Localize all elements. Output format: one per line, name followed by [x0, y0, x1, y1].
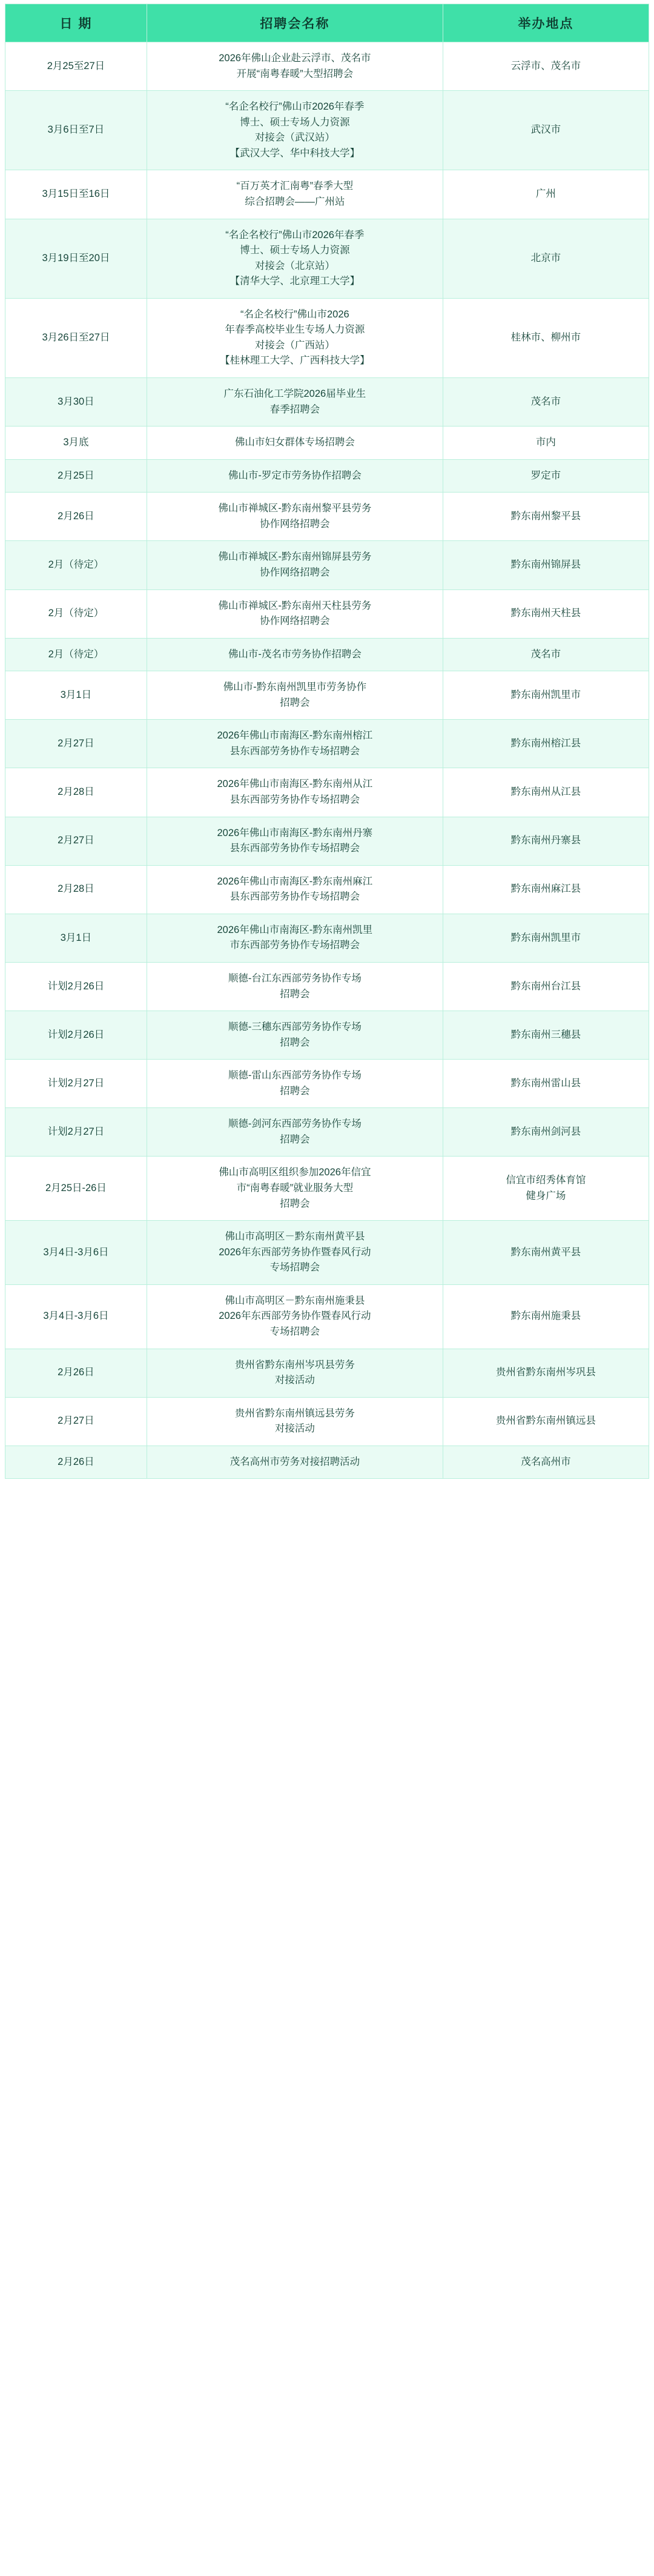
- table-row: [5, 1157, 649, 1221]
- cell-date-text: 2月（待定）: [48, 608, 104, 619]
- cell-place-text: 黔东南州黎平县: [510, 511, 581, 522]
- table-row: [5, 768, 649, 817]
- cell-name: [147, 962, 443, 1011]
- cell-name: [147, 219, 443, 298]
- cell-name-text: 2026年佛山市南海区-黔东南州从江 县东西部劳务协作专场招聘会: [217, 778, 373, 805]
- cell-place-text: 茂名市: [530, 648, 561, 660]
- cell-place: [443, 378, 649, 427]
- cell-name: [147, 671, 443, 720]
- cell-name-text: “名企名校行”佛山市2026 年春季高校毕业生专场人力资源 对接会（广西站） 【桂林理工大学、广西科技大学】: [220, 308, 370, 367]
- cell-place-text: 黔东南州黄平县: [510, 1246, 581, 1258]
- table-row: [5, 671, 649, 720]
- table-row: [5, 378, 649, 427]
- cell-place-text: 桂林市、柳州市: [510, 332, 581, 344]
- cell-date: [5, 914, 147, 962]
- cell-name: [147, 42, 443, 91]
- cell-date: [5, 219, 147, 298]
- cell-date: [5, 817, 147, 865]
- cell-date-text: 3月1日: [60, 689, 92, 700]
- cell-place-text: 信宜市绍秀体育馆 健身广场: [506, 1175, 586, 1201]
- cell-place: [443, 1349, 649, 1397]
- cell-name: [147, 91, 443, 170]
- cell-name: [147, 298, 443, 377]
- cell-name: [147, 1446, 443, 1479]
- cell-place-text: 贵州省黔东南州镇远县: [495, 1415, 596, 1427]
- cell-name: [147, 459, 443, 493]
- cell-name-text: 广东石油化工学院2026届毕业生 春季招聘会: [223, 388, 366, 415]
- cell-place-text: 黔东南州从江县: [510, 786, 581, 798]
- cell-name-text: 佛山市-黔东南州凯里市劳务协作 招聘会: [223, 682, 367, 708]
- cell-date-text: 2月（待定）: [48, 559, 104, 571]
- cell-date-text: 2月28日: [58, 883, 94, 895]
- table-row: [5, 962, 649, 1011]
- cell-place-text: 市内: [535, 437, 556, 448]
- cell-name: [147, 720, 443, 768]
- cell-place: [443, 170, 649, 219]
- cell-date: [5, 493, 147, 541]
- cell-date-text: 3月4日-3月6日: [43, 1246, 109, 1258]
- cell-place: [443, 914, 649, 962]
- cell-place: [443, 1108, 649, 1157]
- cell-date: [5, 589, 147, 638]
- cell-name: [147, 1397, 443, 1446]
- cell-date-text: 2月26日: [58, 1367, 94, 1378]
- column-header-name: 招聘会名称: [147, 4, 443, 42]
- cell-name-text: 2026年佛山市南海区-黔东南州丹寨 县东西部劳务协作专场招聘会: [217, 827, 373, 854]
- cell-place-text: 贵州省黔东南州岑巩县: [495, 1367, 596, 1378]
- cell-place: [443, 1157, 649, 1221]
- cell-name-text: 贵州省黔东南州镇远县劳务 对接活动: [234, 1407, 355, 1435]
- table-row: [5, 219, 649, 298]
- cell-date: [5, 378, 147, 427]
- cell-name-text: “名企名校行”佛山市2026年春季 博士、硕士专场人力资源 对接会（武汉站） 【武汉大学、华中科技大学】: [225, 101, 365, 159]
- table-row: [5, 1397, 649, 1446]
- cell-name-text: 佛山市妇女群体专场招聘会: [234, 437, 355, 448]
- cell-date-text: 2月27日: [58, 738, 94, 749]
- table-row: [5, 720, 649, 768]
- cell-place: [443, 427, 649, 460]
- cell-date-text: 计划2月26日: [47, 980, 105, 992]
- column-header-date: 日 期: [5, 4, 147, 42]
- cell-place: [443, 1446, 649, 1479]
- cell-place: [443, 865, 649, 914]
- cell-place: [443, 459, 649, 493]
- cell-place-text: 北京市: [530, 252, 561, 264]
- cell-date-text: 3月19日至20日: [42, 252, 110, 264]
- cell-name: [147, 1157, 443, 1221]
- cell-date: [5, 541, 147, 589]
- cell-name-text: 2026年佛山企业赴云浮市、茂名市 开展“南粤春暖”大型招聘会: [219, 53, 371, 79]
- cell-date: [5, 1108, 147, 1157]
- cell-date: [5, 42, 147, 91]
- table-body: [5, 42, 649, 1479]
- cell-place-text: 广州: [535, 188, 556, 200]
- cell-place-text: 黔东南州丹寨县: [510, 835, 581, 846]
- cell-place: [443, 42, 649, 91]
- table-row: [5, 42, 649, 91]
- cell-date: [5, 720, 147, 768]
- table-row: [5, 541, 649, 589]
- cell-date: [5, 1157, 147, 1221]
- table-row: [5, 170, 649, 219]
- cell-place-text: 黔东南州锦屏县: [510, 559, 581, 571]
- cell-date: [5, 1011, 147, 1060]
- cell-name: [147, 1284, 443, 1349]
- cell-date: [5, 962, 147, 1011]
- cell-place: [443, 671, 649, 720]
- cell-place-text: 武汉市: [530, 124, 561, 136]
- cell-date-text: 3月30日: [58, 396, 94, 407]
- cell-name-text: 2026年佛山市南海区-黔东南州麻江 县东西部劳务协作专场招聘会: [217, 875, 373, 903]
- cell-name: [147, 865, 443, 914]
- cell-name-text: 佛山市高明区－黔东南州施秉县 2026年东西部劳务协作暨春风行动 专场招聘会: [219, 1295, 371, 1337]
- cell-name: [147, 378, 443, 427]
- cell-date: [5, 671, 147, 720]
- cell-date-text: 2月27日: [58, 1415, 94, 1427]
- cell-date: [5, 1060, 147, 1108]
- cell-date-text: 2月25日: [58, 470, 94, 481]
- table-row: [5, 914, 649, 962]
- cell-date-text: 3月15日至16日: [42, 188, 110, 200]
- table-row: [5, 1446, 649, 1479]
- cell-place-text: 黔东南州剑河县: [510, 1126, 581, 1138]
- cell-place: [443, 1221, 649, 1285]
- cell-name: [147, 1108, 443, 1157]
- cell-name: [147, 638, 443, 671]
- cell-name-text: 贵州省黔东南州岑巩县劳务 对接活动: [234, 1359, 355, 1386]
- table-header: [5, 4, 649, 42]
- cell-place-text: 茂名市: [530, 396, 561, 407]
- cell-place-text: 罗定市: [530, 470, 561, 481]
- table-row: [5, 1108, 649, 1157]
- cell-place: [443, 1011, 649, 1060]
- cell-name-text: “名企名校行”佛山市2026年春季 博士、硕士专场人力资源 对接会（北京站） 【清华大学、北京理工大学】: [225, 229, 365, 287]
- cell-date-text: 3月1日: [60, 932, 92, 943]
- table-row: [5, 1060, 649, 1108]
- cell-date-text: 3月26日至27日: [42, 332, 110, 344]
- cell-name-text: 佛山市高明区－黔东南州黄平县 2026年东西部劳务协作暨春风行动 专场招聘会: [219, 1231, 371, 1273]
- cell-place-text: 黔东南州天柱县: [510, 608, 581, 619]
- cell-date-text: 2月（待定）: [48, 648, 104, 660]
- cell-place-text: 黔东南州雷山县: [510, 1077, 581, 1089]
- cell-name: [147, 1011, 443, 1060]
- cell-date: [5, 1397, 147, 1446]
- cell-place: [443, 1284, 649, 1349]
- cell-place: [443, 768, 649, 817]
- cell-name-text: 顺德-雷山东西部劳务协作专场 招聘会: [228, 1070, 362, 1097]
- cell-place-text: 云浮市、茂名市: [510, 60, 581, 71]
- cell-name: [147, 768, 443, 817]
- cell-name: [147, 493, 443, 541]
- column-header-place: 举办地点: [443, 4, 649, 42]
- cell-place-text: 茂名高州市: [521, 1456, 571, 1467]
- cell-name: [147, 1349, 443, 1397]
- cell-place: [443, 298, 649, 377]
- cell-name: [147, 1060, 443, 1108]
- cell-date-text: 3月4日-3月6日: [43, 1310, 109, 1322]
- cell-name: [147, 589, 443, 638]
- cell-date-text: 2月26日: [58, 1456, 94, 1467]
- cell-name-text: “百万英才汇南粤”春季大型 综合招聘会——广州站: [236, 181, 354, 207]
- cell-place: [443, 720, 649, 768]
- cell-place: [443, 1397, 649, 1446]
- cell-date: [5, 1446, 147, 1479]
- cell-name-text: 佛山市-罗定市劳务协作招聘会: [228, 470, 362, 481]
- table-row: [5, 1011, 649, 1060]
- cell-name: [147, 914, 443, 962]
- cell-place: [443, 1060, 649, 1108]
- cell-date: [5, 638, 147, 671]
- cell-name-text: 佛山市禅城区-黔东南州天柱县劳务 协作网络招聘会: [218, 600, 372, 627]
- cell-place: [443, 638, 649, 671]
- cell-date-text: 2月25日-26日: [45, 1183, 107, 1193]
- table-row: [5, 1284, 649, 1349]
- table-row: [5, 1349, 649, 1397]
- table-row: [5, 1221, 649, 1285]
- cell-date-text: 计划2月27日: [47, 1126, 105, 1138]
- cell-date: [5, 1284, 147, 1349]
- cell-place: [443, 817, 649, 865]
- cell-date-text: 3月6日至7日: [47, 124, 105, 136]
- cell-place: [443, 219, 649, 298]
- cell-date-text: 2月26日: [58, 511, 94, 522]
- table-row: [5, 817, 649, 865]
- cell-place: [443, 91, 649, 170]
- cell-date-text: 2月28日: [58, 786, 94, 798]
- cell-name-text: 顺德-剑河东西部劳务协作专场 招聘会: [228, 1118, 362, 1145]
- cell-name-text: 茂名高州市劳务对接招聘活动: [230, 1456, 360, 1467]
- cell-name-text: 佛山市禅城区-黔东南州锦屏县劳务 协作网络招聘会: [218, 551, 372, 578]
- cell-place-text: 黔东南州台江县: [510, 980, 581, 992]
- cell-name-text: 2026年佛山市南海区-黔东南州凯里 市东西部劳务协作专场招聘会: [217, 924, 373, 951]
- cell-date: [5, 1349, 147, 1397]
- recruitment-schedule-table: [5, 4, 649, 1479]
- cell-place: [443, 541, 649, 589]
- cell-date: [5, 91, 147, 170]
- cell-date-text: 3月底: [63, 437, 89, 448]
- cell-date: [5, 1221, 147, 1285]
- table-row: [5, 493, 649, 541]
- cell-date-text: 2月27日: [58, 835, 94, 846]
- cell-date: [5, 427, 147, 460]
- cell-name-text: 顺德-台江东西部劳务协作专场 招聘会: [228, 972, 362, 1000]
- cell-name-text: 顺德-三穗东西部劳务协作专场 招聘会: [228, 1021, 362, 1048]
- cell-name-text: 佛山市禅城区-黔东南州黎平县劳务 协作网络招聘会: [218, 503, 372, 529]
- cell-name-text: 2026年佛山市南海区-黔东南州榕江 县东西部劳务协作专场招聘会: [217, 730, 373, 757]
- table-row: [5, 298, 649, 377]
- cell-place: [443, 962, 649, 1011]
- table-row: [5, 91, 649, 170]
- cell-place: [443, 493, 649, 541]
- cell-date-text: 计划2月26日: [47, 1029, 105, 1040]
- table-row: [5, 459, 649, 493]
- table-row: [5, 865, 649, 914]
- table-header-row: [5, 4, 649, 42]
- table-row: [5, 589, 649, 638]
- cell-date: [5, 170, 147, 219]
- cell-place-text: 黔东南州凯里市: [510, 689, 581, 700]
- cell-place-text: 黔东南州施秉县: [510, 1310, 581, 1322]
- cell-name-text: 佛山市-茂名市劳务协作招聘会: [228, 648, 362, 660]
- cell-date: [5, 459, 147, 493]
- cell-name: [147, 170, 443, 219]
- cell-place-text: 黔东南州三穗县: [510, 1029, 581, 1040]
- cell-place-text: 黔东南州麻江县: [510, 883, 581, 895]
- cell-place-text: 黔东南州榕江县: [510, 738, 581, 749]
- cell-date: [5, 298, 147, 377]
- table-row: [5, 427, 649, 460]
- cell-name: [147, 427, 443, 460]
- cell-name-text: 佛山市高明区组织参加2026年信宜 市“南粤春暖”就业服务大型 招聘会: [219, 1167, 371, 1209]
- cell-date: [5, 865, 147, 914]
- cell-date-text: 计划2月27日: [47, 1077, 105, 1089]
- cell-date: [5, 768, 147, 817]
- cell-name: [147, 817, 443, 865]
- cell-name: [147, 541, 443, 589]
- cell-date-text: 2月25至27日: [47, 60, 105, 71]
- cell-place-text: 黔东南州凯里市: [510, 932, 581, 943]
- cell-place: [443, 589, 649, 638]
- cell-name: [147, 1221, 443, 1285]
- table-row: [5, 638, 649, 671]
